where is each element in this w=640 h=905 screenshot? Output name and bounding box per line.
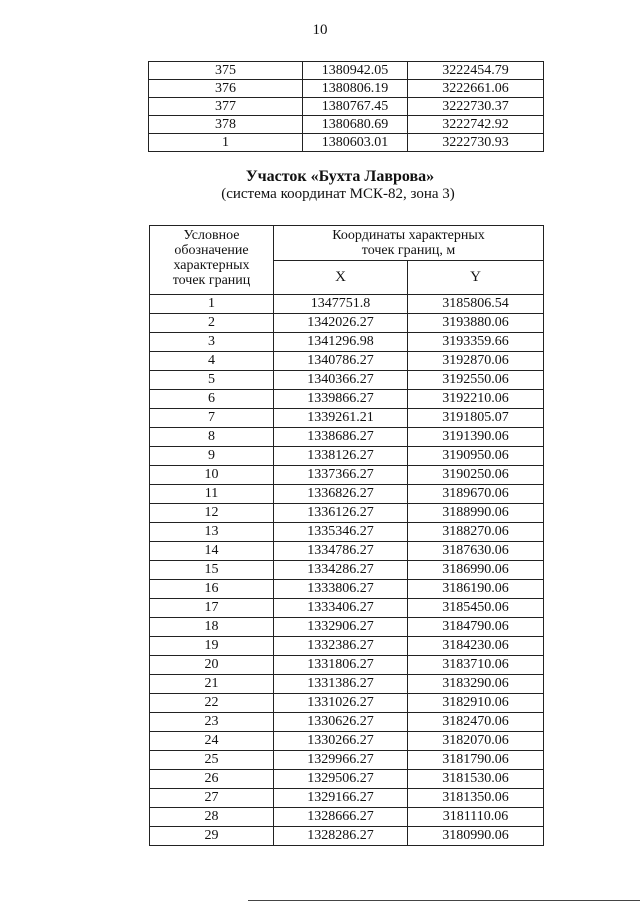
point-number-cell: 26 — [150, 770, 274, 789]
y-coordinate-cell: 3222742.92 — [408, 116, 544, 134]
table-row — [150, 542, 544, 561]
x-coordinate-cell: 1329506.27 — [274, 770, 408, 789]
coordinates-header — [274, 226, 544, 261]
previous-coordinates-table — [148, 61, 544, 152]
table-row — [150, 561, 544, 580]
table-row — [149, 62, 544, 80]
y-coordinate-cell: 3180990.06 — [408, 827, 544, 846]
point-number-cell: 376 — [149, 80, 303, 98]
point-number-cell: 9 — [150, 447, 274, 466]
x-coordinate-cell: 1335346.27 — [274, 523, 408, 542]
point-number-cell: 6 — [150, 390, 274, 409]
point-number-cell: 21 — [150, 675, 274, 694]
table-row — [150, 770, 544, 789]
y-coordinate-cell: 3222454.79 — [408, 62, 544, 80]
y-coordinate-cell: 3188270.06 — [408, 523, 544, 542]
table-row — [149, 98, 544, 116]
x-coordinate-cell: 1336826.27 — [274, 485, 408, 504]
x-coordinate-cell: 1328666.27 — [274, 808, 408, 827]
table-row — [150, 789, 544, 808]
point-number-cell: 18 — [150, 618, 274, 637]
x-coordinate-cell: 1330626.27 — [274, 713, 408, 732]
x-coordinate-cell: 1333406.27 — [274, 599, 408, 618]
x-column-header: X — [274, 261, 408, 295]
point-number-cell: 14 — [150, 542, 274, 561]
header-line: точек границ, м — [361, 243, 456, 258]
x-coordinate-cell: 1331386.27 — [274, 675, 408, 694]
x-coordinate-cell: 1329166.27 — [274, 789, 408, 808]
x-coordinate-cell: 1340786.27 — [274, 352, 408, 371]
table-row — [150, 466, 544, 485]
point-number-cell: 24 — [150, 732, 274, 751]
y-coordinate-cell: 3192870.06 — [408, 352, 544, 371]
y-coordinate-cell: 3183290.06 — [408, 675, 544, 694]
y-coordinate-cell: 3184230.06 — [408, 637, 544, 656]
y-coordinate-cell: 3193880.06 — [408, 314, 544, 333]
point-number-cell: 13 — [150, 523, 274, 542]
y-coordinate-cell: 3192210.06 — [408, 390, 544, 409]
table-header — [150, 226, 544, 295]
point-label-header — [150, 226, 274, 295]
page-number: 10 — [312, 22, 328, 38]
point-number-cell: 27 — [150, 789, 274, 808]
y-coordinate-cell: 3186190.06 — [408, 580, 544, 599]
x-coordinate-cell: 1330266.27 — [274, 732, 408, 751]
point-number-cell: 8 — [150, 428, 274, 447]
x-coordinate-cell: 1380942.05 — [303, 62, 408, 80]
table-row — [149, 80, 544, 98]
table-row — [150, 428, 544, 447]
table-row — [150, 637, 544, 656]
y-coordinate-cell: 3190250.06 — [408, 466, 544, 485]
point-number-cell: 22 — [150, 694, 274, 713]
y-coordinate-cell: 3193359.66 — [408, 333, 544, 352]
table-row — [150, 751, 544, 770]
point-number-cell: 375 — [149, 62, 303, 80]
coordinates-table-body — [150, 295, 544, 846]
y-coordinate-cell: 3190950.06 — [408, 447, 544, 466]
y-column-header: Y — [408, 261, 544, 295]
point-number-cell: 5 — [150, 371, 274, 390]
table-row — [150, 732, 544, 751]
point-number-cell: 12 — [150, 504, 274, 523]
header-line: точек границ — [172, 273, 251, 288]
y-coordinate-cell: 3185806.54 — [408, 295, 544, 314]
table-row — [149, 116, 544, 134]
y-coordinate-cell: 3181110.06 — [408, 808, 544, 827]
y-coordinate-cell: 3191805.07 — [408, 409, 544, 428]
point-number-cell: 29 — [150, 827, 274, 846]
x-coordinate-cell: 1329966.27 — [274, 751, 408, 770]
point-number-cell: 16 — [150, 580, 274, 599]
table-row — [150, 713, 544, 732]
section-title: Участок «Бухта Лаврова» — [245, 168, 435, 185]
y-coordinate-cell: 3185450.06 — [408, 599, 544, 618]
y-coordinate-cell: 3222661.06 — [408, 80, 544, 98]
table-row — [149, 134, 544, 152]
x-coordinate-cell: 1342026.27 — [274, 314, 408, 333]
y-coordinate-cell: 3192550.06 — [408, 371, 544, 390]
x-coordinate-cell: 1380767.45 — [303, 98, 408, 116]
table-row — [150, 504, 544, 523]
y-coordinate-cell: 3222730.93 — [408, 134, 544, 152]
y-coordinate-cell: 3189670.06 — [408, 485, 544, 504]
point-number-cell: 1 — [150, 295, 274, 314]
table-row — [150, 580, 544, 599]
page-bottom-rule — [248, 900, 640, 901]
y-coordinate-cell: 3181790.06 — [408, 751, 544, 770]
x-coordinate-cell: 1380806.19 — [303, 80, 408, 98]
x-coordinate-cell: 1333806.27 — [274, 580, 408, 599]
point-number-cell: 28 — [150, 808, 274, 827]
table-row — [150, 618, 544, 637]
header-line: Условное — [183, 228, 240, 243]
x-coordinate-cell: 1347751.8 — [274, 295, 408, 314]
table-row — [150, 390, 544, 409]
point-number-cell: 4 — [150, 352, 274, 371]
x-coordinate-cell: 1339866.27 — [274, 390, 408, 409]
y-coordinate-cell: 3181350.06 — [408, 789, 544, 808]
table-row — [150, 694, 544, 713]
x-coordinate-cell: 1339261.21 — [274, 409, 408, 428]
y-coordinate-cell: 3186990.06 — [408, 561, 544, 580]
table-row — [150, 295, 544, 314]
point-number-cell: 11 — [150, 485, 274, 504]
table-row — [150, 352, 544, 371]
table-row — [150, 808, 544, 827]
point-number-cell: 17 — [150, 599, 274, 618]
table-row — [150, 409, 544, 428]
point-number-cell: 15 — [150, 561, 274, 580]
y-coordinate-cell: 3182070.06 — [408, 732, 544, 751]
point-number-cell: 1 — [149, 134, 303, 152]
x-coordinate-cell: 1341296.98 — [274, 333, 408, 352]
previous-table-body — [149, 62, 544, 152]
y-coordinate-cell: 3187630.06 — [408, 542, 544, 561]
y-coordinate-cell: 3191390.06 — [408, 428, 544, 447]
x-coordinate-cell: 1331026.27 — [274, 694, 408, 713]
point-number-cell: 23 — [150, 713, 274, 732]
point-number-cell: 7 — [150, 409, 274, 428]
table-row — [150, 333, 544, 352]
x-coordinate-cell: 1380680.69 — [303, 116, 408, 134]
x-coordinate-cell: 1338126.27 — [274, 447, 408, 466]
table-row — [150, 371, 544, 390]
y-coordinate-cell: 3183710.06 — [408, 656, 544, 675]
table-row — [150, 599, 544, 618]
header-line: обозначение — [174, 243, 249, 258]
coordinates-table — [149, 225, 544, 846]
point-number-cell: 20 — [150, 656, 274, 675]
x-coordinate-cell: 1340366.27 — [274, 371, 408, 390]
x-coordinate-cell: 1337366.27 — [274, 466, 408, 485]
y-coordinate-cell: 3184790.06 — [408, 618, 544, 637]
point-number-cell: 3 — [150, 333, 274, 352]
x-coordinate-cell: 1338686.27 — [274, 428, 408, 447]
header-line: Координаты характерных — [332, 228, 485, 243]
x-coordinate-cell: 1332386.27 — [274, 637, 408, 656]
y-coordinate-cell: 3181530.06 — [408, 770, 544, 789]
section-subtitle: (система координат МСК-82, зона 3) — [221, 186, 455, 202]
table-row — [150, 675, 544, 694]
point-number-cell: 377 — [149, 98, 303, 116]
table-row — [150, 827, 544, 846]
x-coordinate-cell: 1328286.27 — [274, 827, 408, 846]
point-number-cell: 19 — [150, 637, 274, 656]
x-coordinate-cell: 1331806.27 — [274, 656, 408, 675]
point-number-cell: 2 — [150, 314, 274, 333]
table-row — [150, 485, 544, 504]
x-coordinate-cell: 1336126.27 — [274, 504, 408, 523]
x-coordinate-cell: 1380603.01 — [303, 134, 408, 152]
y-coordinate-cell: 3182910.06 — [408, 694, 544, 713]
point-number-cell: 378 — [149, 116, 303, 134]
y-coordinate-cell: 3188990.06 — [408, 504, 544, 523]
x-coordinate-cell: 1332906.27 — [274, 618, 408, 637]
point-number-cell: 25 — [150, 751, 274, 770]
table-row — [150, 447, 544, 466]
table-row — [150, 656, 544, 675]
table-row — [150, 314, 544, 333]
x-coordinate-cell: 1334286.27 — [274, 561, 408, 580]
point-number-cell: 10 — [150, 466, 274, 485]
table-row — [150, 523, 544, 542]
y-coordinate-cell: 3182470.06 — [408, 713, 544, 732]
header-line: характерных — [173, 258, 250, 273]
x-coordinate-cell: 1334786.27 — [274, 542, 408, 561]
y-coordinate-cell: 3222730.37 — [408, 98, 544, 116]
